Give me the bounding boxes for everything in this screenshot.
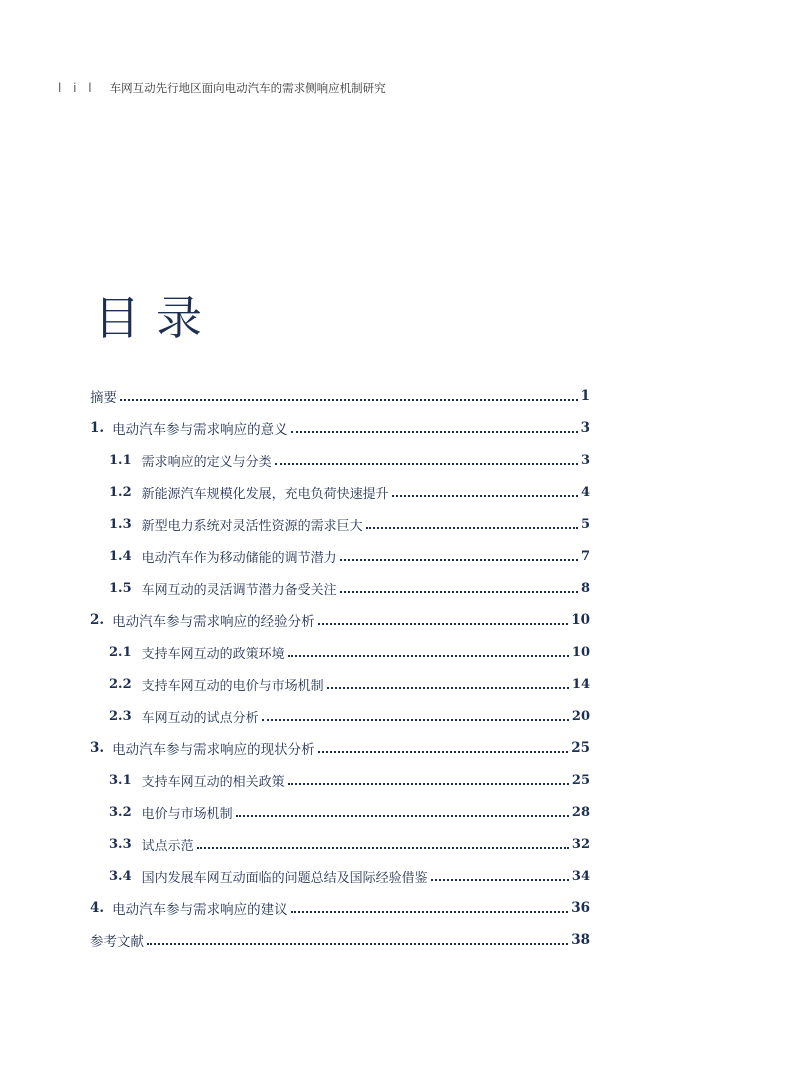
toc-entry-number: 3.2	[109, 804, 132, 820]
toc-entry[interactable]	[90, 700, 590, 732]
toc-entry-label: 电动汽车参与需求响应的意义	[112, 422, 288, 438]
dot-leader	[340, 591, 578, 593]
table-of-contents	[90, 380, 590, 956]
toc-entry[interactable]	[90, 380, 590, 412]
toc-entry-page: 32	[571, 836, 590, 852]
toc-entry-number: 2.2	[109, 676, 132, 692]
dot-leader	[340, 559, 578, 561]
toc-entry-number: 3.3	[109, 836, 132, 852]
toc-entry-label: 国内发展车网互动面临的问题总结及国际经验借鉴	[141, 870, 428, 886]
toc-entry-number: 4.	[90, 900, 105, 916]
toc-entry-page: 38	[571, 932, 590, 948]
toc-entry-label: 新型电力系统对灵活性资源的需求巨大	[141, 518, 363, 534]
toc-entry[interactable]	[90, 412, 590, 444]
toc-entry[interactable]	[90, 860, 590, 892]
toc-entry-page: 25	[571, 740, 590, 756]
dot-leader	[291, 431, 578, 433]
toc-entry-label: 电动汽车参与需求响应的现状分析	[112, 742, 315, 758]
toc-entry-label: 电动汽车参与需求响应的经验分析	[112, 614, 315, 630]
toc-entry-page: 34	[571, 868, 590, 884]
toc-entry-number: 2.	[90, 612, 105, 628]
toc-entry-page: 20	[571, 708, 590, 724]
toc-entry-label: 车网互动的试点分析	[141, 710, 259, 726]
dot-leader	[291, 911, 569, 913]
toc-entry-number: 1.	[90, 420, 105, 436]
toc-entry-number: 3.1	[109, 772, 132, 788]
dot-leader	[236, 815, 569, 817]
toc-entry-page: 25	[571, 772, 590, 788]
toc-entry-label: 支持车网互动的电价与市场机制	[141, 678, 324, 694]
toc-entry-page: 4	[580, 484, 590, 500]
dot-leader	[197, 847, 569, 849]
toc-entry-page: 14	[571, 676, 590, 692]
toc-entry-number: 1.5	[109, 580, 132, 596]
toc-entry[interactable]	[90, 828, 590, 860]
header-marks: l i l	[58, 81, 96, 95]
dot-leader	[275, 463, 578, 465]
toc-entry-number: 2.3	[109, 708, 132, 724]
toc-entry-number: 3.	[90, 740, 105, 756]
toc-entry-page: 3	[580, 420, 590, 436]
dot-leader	[288, 655, 569, 657]
toc-entry-label: 车网互动的灵活调节潜力备受关注	[141, 582, 337, 598]
toc-entry-label: 参考文献	[90, 934, 144, 950]
toc-entry-label: 摘要	[90, 390, 117, 406]
toc-entry-page: 7	[580, 548, 590, 564]
toc-entry[interactable]	[90, 540, 590, 572]
toc-entry[interactable]	[90, 892, 590, 924]
dot-leader	[318, 751, 569, 753]
header-title: 车网互动先行地区面向电动汽车的需求侧响应机制研究	[109, 81, 386, 95]
toc-entry[interactable]	[90, 572, 590, 604]
dot-leader	[318, 623, 569, 625]
toc-entry-label: 支持车网互动的相关政策	[141, 774, 285, 790]
toc-entry-label: 电动汽车参与需求响应的建议	[112, 902, 288, 918]
dot-leader	[147, 943, 568, 945]
toc-entry-page: 5	[580, 516, 590, 532]
toc-entry-label: 试点示范	[141, 838, 194, 854]
dot-leader	[431, 879, 569, 881]
dot-leader	[288, 783, 569, 785]
toc-entry-page: 3	[580, 452, 590, 468]
toc-entry[interactable]	[90, 924, 590, 956]
toc-entry-page: 28	[571, 804, 590, 820]
toc-entry[interactable]	[90, 668, 590, 700]
toc-entry[interactable]	[90, 796, 590, 828]
toc-entry-page: 36	[571, 900, 590, 916]
dot-leader	[392, 495, 578, 497]
toc-entry-number: 3.4	[109, 868, 132, 884]
dot-leader	[120, 399, 578, 401]
toc-entry[interactable]	[90, 636, 590, 668]
toc-entry[interactable]	[90, 476, 590, 508]
toc-entry-number: 1.4	[109, 548, 132, 564]
toc-entry-label: 新能源汽车规模化发展，充电负荷快速提升	[141, 486, 389, 502]
dot-leader	[327, 687, 569, 689]
running-header	[58, 80, 386, 96]
toc-entry[interactable]	[90, 508, 590, 540]
toc-entry[interactable]	[90, 732, 590, 764]
toc-entry-label: 电价与市场机制	[141, 806, 233, 822]
toc-entry-page: 10	[571, 644, 590, 660]
dot-leader	[366, 527, 578, 529]
toc-entry-number: 1.1	[109, 452, 132, 468]
toc-entry-label: 电动汽车作为移动储能的调节潜力	[141, 550, 337, 566]
toc-entry-number: 2.1	[109, 644, 132, 660]
toc-entry-number: 1.3	[109, 516, 132, 532]
toc-entry-page: 10	[571, 612, 590, 628]
dot-leader	[262, 719, 569, 721]
toc-entry-number: 1.2	[109, 484, 132, 500]
toc-title: 目录	[94, 291, 218, 345]
toc-entry-page: 1	[580, 388, 590, 404]
toc-entry[interactable]	[90, 764, 590, 796]
toc-entry-label: 需求响应的定义与分类	[141, 454, 272, 470]
toc-entry[interactable]	[90, 604, 590, 636]
toc-entry-page: 8	[580, 580, 590, 596]
toc-entry-label: 支持车网互动的政策环境	[141, 646, 285, 662]
toc-entry[interactable]	[90, 444, 590, 476]
